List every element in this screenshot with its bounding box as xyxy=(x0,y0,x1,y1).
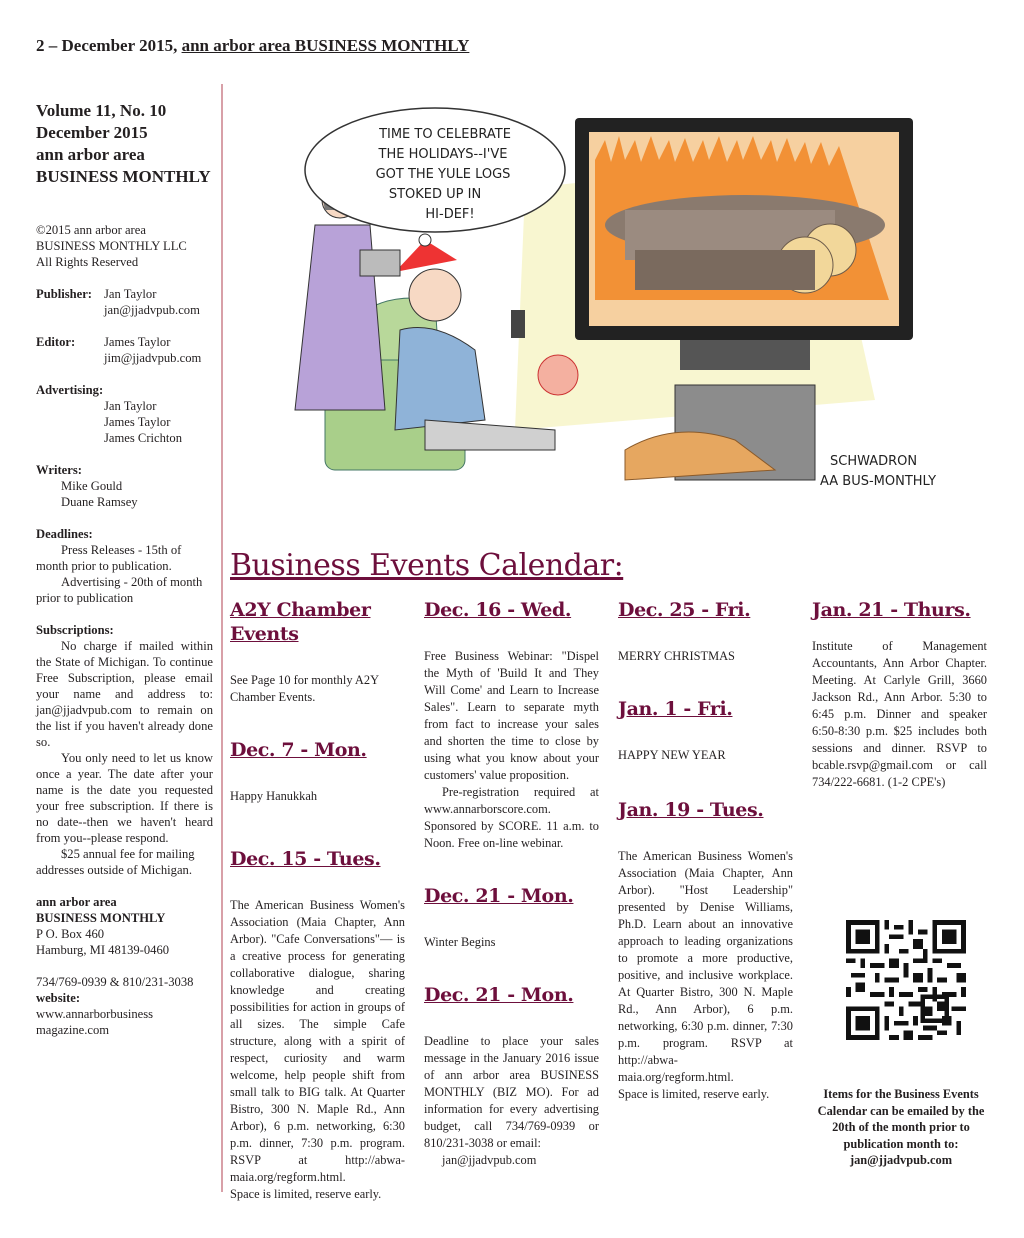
advertising-contact: Jan Taylor xyxy=(104,399,157,413)
deadline-press: Press Releases - 15th of month prior to publication. xyxy=(36,543,182,573)
event-note: Space is limited, reserve early. xyxy=(230,1187,382,1201)
cartoon-signature: SCHWADRON xyxy=(830,454,918,469)
subscriptions-text: $25 annual fee for mailing addresses outside of Michigan. xyxy=(36,847,195,877)
masthead-volume: Volume 11, No. 10 xyxy=(36,101,167,120)
publisher-label: Publisher: xyxy=(36,287,92,301)
event-body: HAPPY NEW YEAR xyxy=(618,748,726,762)
event-heading: Jan. 19 - Tues. xyxy=(618,799,764,821)
cartoon-speech-line: STOKED UP IN xyxy=(388,187,482,202)
copyright xyxy=(36,222,213,270)
copyright-line: ©2015 ann arbor area xyxy=(36,223,146,237)
calendar-column-3 xyxy=(618,598,793,1103)
calendar-column-1 xyxy=(230,598,405,1203)
editor-label: Editor: xyxy=(36,335,76,349)
website-link[interactable]: www.annarborbusiness magazine.com xyxy=(36,1007,154,1037)
masthead-name-2: BUSINESS MONTHLY xyxy=(36,167,211,186)
writers-label: Writers: xyxy=(36,463,82,477)
event-body: Winter Begins xyxy=(424,935,496,949)
masthead-name-1: ann arbor area xyxy=(36,145,145,164)
advertising-contact: James Taylor xyxy=(104,415,171,429)
event-heading: Dec. 25 - Fri. xyxy=(618,599,751,621)
cartoon-speech-line: GOT THE YULE LOGS xyxy=(375,167,511,182)
editor-email: jim@jjadvpub.com xyxy=(104,351,202,365)
deadline-ads: Advertising - 20th of month prior to publication xyxy=(36,575,203,605)
event-heading: Dec. 21 - Mon. xyxy=(424,885,574,907)
address-name: BUSINESS MONTHLY xyxy=(36,911,166,925)
advertising-label: Advertising: xyxy=(36,383,104,397)
event-heading: Dec. 16 - Wed. xyxy=(424,599,572,621)
event-body: The American Business Women's Association (Maia Chapter, Ann Arbor). "Cafe Conversations"— is a creative process for generating collaborative dialogue, sharing knowledge and creating possibilities for action in groups of all sizes. The simple Cafe structure, along with a spirit of respect, curiosity and warm welcome, help people shift from small talk to BIG talk. At Quarter Bistro, 300 N. Maple Rd., Ann Arbor), 6 p.m. networking, 6:30 p.m. dinner, 7:30 p.m. program. RSVP at http://abwa-maia.org/regform.html. xyxy=(230,898,405,1184)
address-line: P O. Box 460 xyxy=(36,927,105,941)
cartoon-speech-line: THE HOLIDAYS--I'VE xyxy=(378,147,508,162)
event-body: MERRY CHRISTMAS xyxy=(618,649,735,663)
event-body: Institute of Management Accountants, Ann Arbor Chapter. Meeting. At Carlyle Grill, 3660 Jackson Rd., Ann Arbor. 5:30 to 6:45 p.m. Dinner and speaker 6:50-8:30 p.m. $25 includes both sessions and dinner. RSVP to bcable.rsvp@gmail.com or call 734/222-6681. (1-2 CPE's) xyxy=(812,639,987,789)
publisher-name: Jan Taylor xyxy=(104,287,157,301)
editor-block xyxy=(36,334,213,366)
page-header-publication: ann arbor area BUSINESS MONTHLY xyxy=(181,36,470,55)
copyright-line: BUSINESS MONTHLY LLC xyxy=(36,239,187,253)
writers-block xyxy=(36,462,213,510)
calendar-column-4 xyxy=(812,598,987,823)
deadlines-block xyxy=(36,526,213,606)
advertising-contact: James Crichton xyxy=(104,431,182,445)
publisher-block xyxy=(36,286,213,318)
phone-numbers: 734/769-0939 & 810/231-3038 xyxy=(36,975,194,989)
calendar-column-2 xyxy=(424,598,599,1169)
masthead xyxy=(36,100,213,188)
subscriptions-block xyxy=(36,622,213,878)
cartoon-speech-line: HI-DEF! xyxy=(425,207,475,222)
subscriptions-text: No charge if mailed within the State of Michigan. To continue Free Subscription, please email your name and address to: jan@jjadvpub.com to remain on the list if you haven't already done so. xyxy=(36,639,213,749)
event-body: Happy Hanukkah xyxy=(230,789,318,803)
cartoon-speech-line: TIME TO CELEBRATE xyxy=(379,127,511,142)
subscriptions-text: You only need to let us know once a year. The date after your name is the date you requested your free subscription. If there is no date--then we haven't heard from you--please respond. xyxy=(36,751,213,845)
event-body: Deadline to place your sales message in the January 2016 issue of ann arbor area BUSINESS MONTHLY (BIZ MO). For ad information for every advertising budget, call 734/769-0939 or 810/231-3038 or email: xyxy=(424,1034,599,1150)
writer-name: Mike Gould xyxy=(61,479,123,493)
event-heading: Jan. 21 - Thurs. xyxy=(812,599,971,621)
event-heading: Dec. 7 - Mon. xyxy=(230,739,367,761)
qr-code[interactable] xyxy=(846,920,966,1040)
page-header-prefix: 2 – December 2015, xyxy=(36,36,182,55)
mailing-address xyxy=(36,894,213,958)
event-heading: Dec. 15 - Tues. xyxy=(230,848,381,870)
event-heading: A2Y Chamber Events xyxy=(230,599,371,645)
calendar-title: Business Events Calendar: xyxy=(230,548,624,583)
address-name: ann arbor area xyxy=(36,895,117,909)
masthead-date: December 2015 xyxy=(36,123,148,142)
event-body: The American Business Women's Association (Maia Chapter, Ann Arbor). "Host Leadership" presented by Denise Williams, Ph.D. Learn about an innovative approach to leading organizations to promote a more productive, positive, and inclusive workplace. At Quarter Bistro, 300 N. Maple Rd., Ann Arbor), 6 p.m. networking, 6:30 p.m. dinner, 7:30 p.m. program. RSVP at http://abwa-maia.org/regform.html. xyxy=(618,849,793,1084)
holiday-cartoon xyxy=(275,100,985,505)
qr-note: Items for the Business Events Calendar can be emailed by the 20th of the month prior to publication month to: jan@jjadvpub.com xyxy=(817,1087,985,1167)
publisher-email: jan@jjadvpub.com xyxy=(104,303,200,317)
advertising-block xyxy=(36,382,213,446)
event-body: See Page 10 for monthly A2Y Chamber Events. xyxy=(230,673,379,704)
event-heading: Jan. 1 - Fri. xyxy=(618,698,733,720)
deadlines-label: Deadlines: xyxy=(36,527,93,541)
event-heading: Dec. 21 - Mon. xyxy=(424,984,574,1006)
event-body: Free Business Webinar: "Dispel the Myth of 'Build It and They Will Come' and Learn to Increase Sales". Learn to separate myth from fact to increase your sales and shorten the time to close by using what you know about your customers' value proposition. xyxy=(424,649,599,782)
page-header xyxy=(36,36,469,56)
masthead-sidebar xyxy=(36,100,213,1038)
event-note: Space is limited, reserve early. xyxy=(618,1087,770,1101)
event-email[interactable]: jan@jjadvpub.com xyxy=(442,1153,537,1167)
editor-name: James Taylor xyxy=(104,335,171,349)
subscriptions-label: Subscriptions: xyxy=(36,623,114,637)
cartoon-signature: AA BUS-MONTHLY xyxy=(820,474,937,489)
column-divider xyxy=(221,84,223,1192)
writer-name: Duane Ramsey xyxy=(61,495,138,509)
event-body: Pre-registration required at www.annarborscore.com. Sponsored by SCORE. 11 a.m. to Noon. Free on-line webinar. xyxy=(424,785,599,850)
address-line: Hamburg, MI 48139-0460 xyxy=(36,943,170,957)
copyright-line: All Rights Reserved xyxy=(36,255,139,269)
website-label: website: xyxy=(36,991,81,1005)
